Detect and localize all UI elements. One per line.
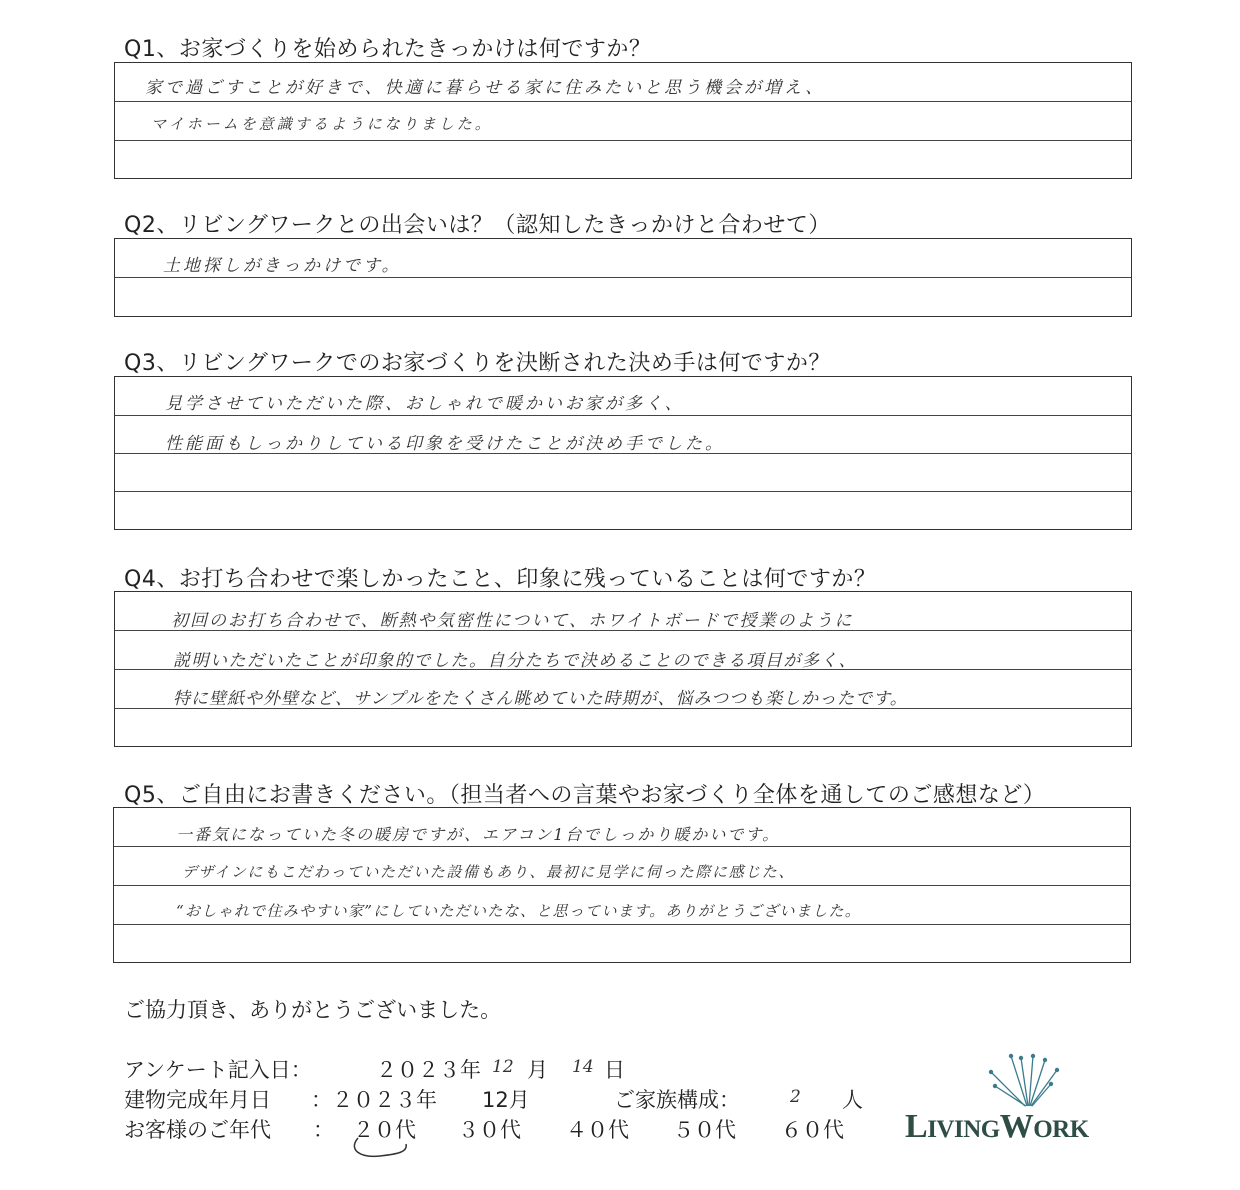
q4-answer-line-2: 説明いただいたことが印象的でした。自分たちで決めることのできる項目が多く、 [173,651,857,671]
logo-mark-icon [985,1050,1085,1110]
survey-date-label: アンケート記入日： [124,1058,312,1082]
q2-answer-box [114,238,1132,317]
family-unit: 人 [842,1088,863,1112]
age-option-60: ６０代 [781,1118,844,1142]
survey-date-month: 12 [492,1057,514,1077]
q4-answer-box [114,591,1132,747]
q3-heading: Q3、リビングワークでのお家づくりを決断された決め手は何ですか？ [124,351,831,376]
q4-answer-line-1: 初回のお打ち合わせで、断熱や気密性について、ホワイトボードで授業のように [171,611,854,631]
logo-wordmark: LIVINGWORK [905,1108,1089,1145]
living-work-logo [905,1050,1150,1150]
q5-answer-line-2: デザインにもこだわっていただいた設備もあり、最初に見学に伺った際に感じた、 [182,863,796,881]
q3-answer-box [114,376,1132,530]
q5-answer-line-1: 一番気になっていた冬の暖房ですが、エアコン1台でしっかり暖かいです。 [176,825,781,844]
q3-answer-line-1: 見学させていただいた際、おしゃれで暖かいお家が多く、 [165,394,685,414]
age-selected-circle-mark [340,1132,420,1162]
family-value: 2 [790,1087,801,1107]
q1-answer-line-1: 家で過ごすことが好きで、快適に暮らせる家に住みたいと思う機会が増え、 [145,78,826,98]
q5-answer-box [113,807,1131,963]
completion-date-label: 建物完成年月日 [124,1088,271,1112]
q2-heading: Q2、リビングワークとの出会いは？（認知したきっかけと合わせて） [124,213,831,238]
age-option-50: ５０代 [673,1118,736,1142]
q1-answer-box [114,62,1132,179]
q5-answer-line-3: “おしゃれで住みやすい家”にしていただいたな、と思っています。ありがとうございました。 [176,902,862,920]
age-colon: ： [313,1118,334,1142]
completion-month: 12月 [482,1088,530,1112]
age-option-20: ２０代 [353,1118,416,1142]
q3-answer-line-2: 性能面もしっかりしている印象を受けたことが決め手でした。 [165,434,725,454]
q4-heading: Q4、お打ち合わせで楽しかったこと、印象に残っていることは何ですか？ [124,567,877,592]
age-label: お客様のご年代 [124,1118,271,1142]
completion-year: ：２０２３年 [311,1088,437,1112]
survey-date-day-unit: 日 [604,1058,625,1082]
survey-date-year: ２０２３年 [376,1058,481,1082]
family-label: ご家族構成： [614,1088,740,1112]
q1-answer-line-2: マイホームを意識するようになりました。 [151,115,493,133]
survey-date-month-unit: 月 [527,1058,548,1082]
age-option-40: ４０代 [566,1118,629,1142]
thanks-message: ご協力頂き、ありがとうございました。 [124,998,502,1022]
survey-date-day: 14 [572,1057,594,1077]
q5-heading: Q5、ご自由にお書きください。（担当者への言葉やお家づくり全体を通してのご感想など） [124,783,1046,808]
age-option-30: ３０代 [458,1118,521,1142]
q2-answer-line-1: 土地探しがきっかけです。 [163,256,402,276]
q4-answer-line-3: 特に壁紙や外壁など、サンプルをたくさん眺めていた時期が、悩みつつも楽しかったです。 [173,689,908,709]
q1-heading: Q1、お家づくりを始められたきっかけは何ですか？ [124,37,652,62]
